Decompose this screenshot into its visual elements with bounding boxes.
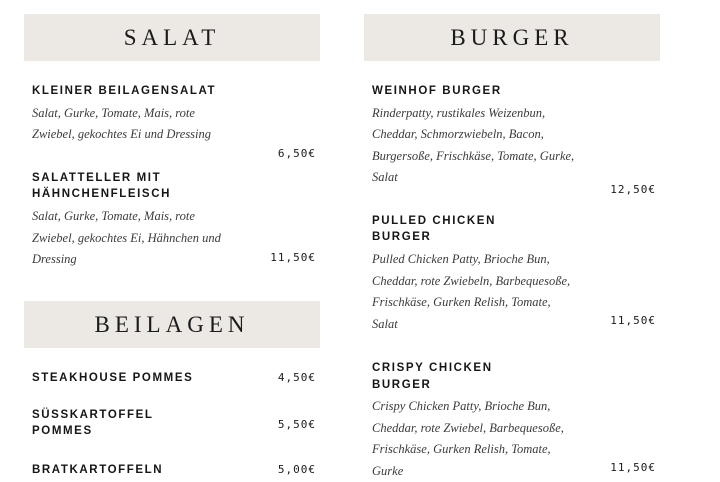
menu-item-price: 11,50€ bbox=[610, 461, 656, 475]
menu-item bbox=[24, 407, 320, 440]
menu-item-name: WEINHOF BURGER bbox=[372, 85, 502, 97]
menu-item-name: PULLED CHICKEN BURGER bbox=[372, 214, 496, 244]
menu-item-price: 5,00€ bbox=[277, 462, 316, 476]
menu-column-left bbox=[24, 14, 320, 480]
menu-item-price: 12,50€ bbox=[610, 183, 656, 196]
menu-item-description: Pulled Chicken Patty, Brioche Bun, Cheddar, rote Zwiebeln, Barbequesoße, Frischkäse, Gurken Relish, Tomate, Salat bbox=[372, 252, 571, 331]
section-title-beilagen: BEILAGEN bbox=[24, 301, 320, 348]
section-title-burger: BURGER bbox=[364, 14, 660, 61]
menu-item bbox=[24, 170, 320, 271]
section-title-salat: SALAT bbox=[24, 14, 320, 61]
menu-item bbox=[364, 213, 660, 335]
menu-item-name: CRISPY CHICKEN BURGER bbox=[372, 362, 493, 391]
menu-item-name: KLEINER BEILAGENSALAT bbox=[32, 85, 217, 97]
menu-item bbox=[24, 462, 320, 479]
menu-item-description: Salat, Gurke, Tomate, Mais, rote Zwiebel, gekochtes Ei, Hähnchen und Dressing bbox=[32, 209, 221, 267]
menu-item-price: 4,50€ bbox=[277, 370, 316, 384]
menu-item bbox=[24, 370, 320, 387]
menu-item-price: 11,50€ bbox=[610, 313, 656, 327]
menu-item-description: Salat, Gurke, Tomate, Mais, rote Zwiebel, gekochtes Ei und Dressing bbox=[32, 105, 212, 142]
menu-item-price: 5,50€ bbox=[277, 417, 316, 431]
menu-item bbox=[364, 83, 660, 196]
menu-item-price: 11,50€ bbox=[270, 250, 316, 264]
menu-item-name: BRATKARTOFFELN bbox=[32, 463, 164, 476]
menu-item-name: STEAKHOUSE POMMES bbox=[32, 371, 194, 384]
menu-item-price: 6,50€ bbox=[277, 147, 316, 160]
menu-item-description: Crispy Chicken Patty, Brioche Bun, Cheddar, rote Zwiebel, Barbequesoße, Frischkäse, Gurken Relish, Tomate, Gurke bbox=[372, 399, 564, 478]
menu-item-description: Rinderpatty, rustikales Weizenbun, Cheddar, Schmorzwiebeln, Bacon, Burgersoße, Frischkäse, Tomate, Gurke, Salat bbox=[372, 105, 575, 185]
menu-item bbox=[24, 83, 320, 160]
menu-item-name: SÜSSKARTOFFEL POMMES bbox=[32, 408, 154, 438]
menu-item-name: SALATTELLER MIT HÄHNCHENFLEISCH bbox=[32, 171, 171, 201]
menu-item bbox=[364, 360, 660, 482]
menu-column-right bbox=[364, 14, 660, 480]
